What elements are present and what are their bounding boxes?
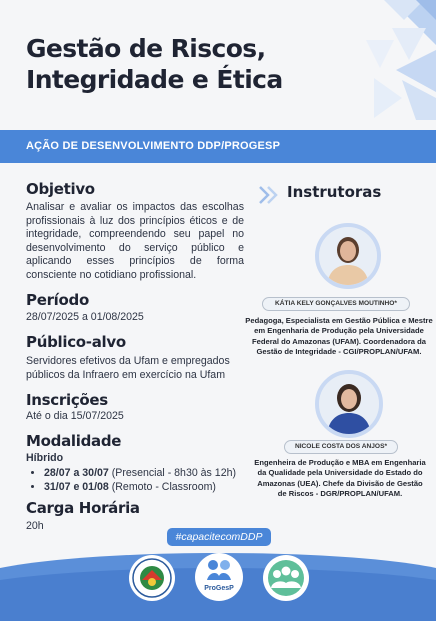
list-item: • 31/07 e 01/08 (Remoto - Classroom) <box>44 480 244 494</box>
modalidade-list <box>26 466 244 494</box>
instrutoras-heading: Instrutoras <box>287 183 382 201</box>
instructor-photo-2 <box>315 370 383 438</box>
decorative-triangles <box>316 0 436 120</box>
list-item: • 28/07 a 30/07 (Presencial - 8h30 às 12h) <box>44 466 244 480</box>
person-icon <box>319 374 379 434</box>
hashtag-badge: #capacitecomDDP <box>167 528 271 546</box>
person-icon <box>319 227 377 285</box>
publico-heading: Público-alvo <box>26 333 126 352</box>
instructor-photo-1 <box>315 223 381 289</box>
publico-text: Servidores efetivos da Ufam e empregados públicos da Infraero em exercício na Ufam <box>26 355 230 381</box>
instructor-name-2: NICOLE COSTA DOS ANJOS* <box>284 440 398 454</box>
carga-text: 20h <box>26 519 44 532</box>
band-label: AÇÃO DE DESENVOLVIMENTO DDP/PROGESP <box>26 140 281 152</box>
ufam-seal-logo <box>128 554 176 602</box>
progesp-logo <box>195 553 243 601</box>
inscricoes-heading: Inscrições <box>26 391 108 410</box>
ddp-logo <box>262 554 310 602</box>
progesp-label: ProGesP <box>204 585 234 592</box>
objetivo-text: Analisar e avaliar os impactos das escolhas profissionais à luz dos princípios éticos e de integridade, compreendendo seu papel no desenvolvimento do serviço público e aplicando esses princípios de forma consciente no cotidiano profissional. <box>26 201 244 281</box>
instructor-bio-2: Engenheira de Produção e MBA em Engenharia da Qualidade pela Universidade do Estado do Amazonas (UEA). Chefe da Divisão de Gestão de Riscos - DGR/PROPLAN/UFAM. <box>254 458 426 499</box>
progesp-icon <box>205 558 233 584</box>
objetivo-heading: Objetivo <box>26 180 95 198</box>
instructor-bio-1: Pedagoga, Especialista em Gestão Pública e Mestre em Engenharia de Produção pela Universidade Federal do Amazonas (UFAM). Coordenadora da Gestão de Integridade - CGI/PROPLAN/UFAM. <box>245 316 433 357</box>
instructor-name-1: KÁTIA KELY GONÇALVES MOUTINHO* <box>262 297 410 311</box>
periodo-text: 28/07/2025 a 01/08/2025 <box>26 310 144 323</box>
modalidade-heading: Modalidade <box>26 431 122 450</box>
info-column <box>26 180 244 533</box>
action-band <box>0 130 436 163</box>
modalidade-sub: Híbrido <box>26 451 64 464</box>
carga-heading: Carga Horária <box>26 498 140 517</box>
periodo-heading: Período <box>26 290 89 309</box>
inscricoes-text: Até o dia 15/07/2025 <box>26 410 124 423</box>
page-title: Gestão de Riscos, Integridade e Ética <box>26 34 283 94</box>
chevrons-icon <box>258 184 282 206</box>
